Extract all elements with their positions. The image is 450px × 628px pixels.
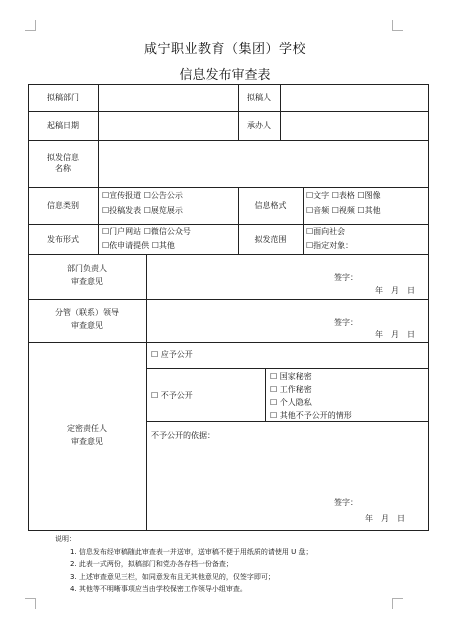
table-line [28, 140, 428, 141]
table-line [28, 342, 428, 343]
nonpublic-basis-label: 不予公开的依据： [151, 431, 215, 440]
state-secret-checkbox[interactable]: ☐ 国家秘密 [270, 372, 312, 381]
table-line [28, 530, 429, 531]
secrecy-date: 年 月 日 [365, 514, 405, 523]
info-format-label: 信息格式 [254, 201, 287, 210]
table-line [28, 224, 428, 225]
publish-options-row1[interactable]: ☐门户网站 ☐微信公众号 [102, 227, 191, 236]
school-title: 咸宁职业教育（集团）学校 [143, 42, 306, 57]
draft-date-label: 起稿日期 [47, 121, 79, 130]
privacy-checkbox[interactable]: ☐ 个人隐私 [270, 398, 312, 407]
format-options-row2[interactable]: ☐音频 ☐视频 ☐其他 [306, 206, 381, 215]
drafter-dept-label: 拟稿部门 [47, 93, 79, 102]
table-line [28, 84, 29, 530]
table-line [28, 84, 428, 85]
info-name-label-line1: 拟发信息 [47, 153, 79, 162]
table-line [28, 254, 428, 255]
crop-mark-top-left [25, 20, 36, 31]
instruction-item: 3. 上述审查意见三栏，如同意发布且无其他意见的，仅签字即可； [70, 572, 275, 581]
leader-label-line1: 分管（联系）领导 [55, 308, 119, 317]
crop-mark-bottom-right [392, 598, 403, 609]
publish-options-row2[interactable]: ☐依申请提供 ☐其他 [102, 241, 175, 250]
scope-options-row1[interactable]: ☐面向社会 [306, 227, 346, 236]
info-category-label: 信息类别 [47, 201, 79, 210]
format-options-row1[interactable]: ☐文字 ☐表格 ☐图像 [306, 191, 381, 200]
review-form-table [28, 84, 428, 530]
leader-date: 年 月 日 [375, 330, 415, 339]
instruction-item: 1. 信息发布经审稿随此审查表一并送审，送审稿不便于用纸质的请使用 U 盘； [70, 547, 313, 556]
dept-head-sign-label: 签字： [334, 273, 358, 282]
table-line [28, 187, 428, 188]
secrecy-officer-label-line1: 定密责任人 [67, 424, 107, 433]
instructions-heading: 说明： [55, 535, 76, 543]
other-nonpublic-checkbox[interactable]: ☐ 其他不予公开的情形 [270, 411, 352, 420]
leader-label-line2: 审查意见 [71, 321, 103, 330]
table-line [98, 84, 99, 254]
instruction-item: 2. 此表一式两份，拟稿部门和党办各存档一份备查； [70, 560, 233, 568]
form-title: 信息发布审查表 [179, 68, 271, 83]
table-line [146, 254, 147, 530]
crop-mark-bottom-left [25, 598, 36, 609]
nonpublic-option-checkbox[interactable]: ☐ 不予公开 [151, 391, 193, 400]
table-line [146, 421, 428, 422]
instruction-item: 4. 其他等不明晰事项应当由学校保密工作领导小组审查。 [70, 585, 247, 593]
table-line [28, 111, 428, 112]
secrecy-officer-label-line2: 审查意见 [71, 437, 103, 446]
secrecy-sign-label: 签字： [334, 498, 358, 507]
instructions [55, 533, 312, 596]
handler-label: 承办人 [247, 121, 271, 130]
table-line [303, 187, 304, 254]
table-line [146, 368, 428, 369]
dept-head-label-line1: 部门负责人 [67, 264, 107, 273]
drafter-label: 拟稿人 [247, 93, 271, 102]
dept-head-date: 年 月 日 [375, 286, 415, 295]
table-line [428, 84, 429, 531]
crop-mark-top-right [392, 20, 403, 31]
dept-head-label-line2: 审查意见 [71, 277, 103, 286]
table-line [28, 299, 428, 300]
table-line [265, 368, 266, 421]
publish-form-label: 发布形式 [47, 235, 79, 244]
category-options-row2[interactable]: ☐投稿发表 ☐展览展示 [102, 206, 183, 215]
publish-scope-label: 拟发范围 [254, 235, 287, 244]
work-secret-checkbox[interactable]: ☐ 工作秘密 [270, 385, 312, 394]
scope-options-row2[interactable]: ☐指定对象： [306, 241, 354, 250]
info-name-label-line2: 名称 [55, 164, 71, 173]
public-option-checkbox[interactable]: ☐ 应予公开 [151, 350, 193, 359]
category-options-row1[interactable]: ☐宣传报道 ☐公告公示 [102, 191, 183, 200]
table-line [280, 84, 281, 140]
leader-sign-label: 签字： [334, 318, 358, 327]
